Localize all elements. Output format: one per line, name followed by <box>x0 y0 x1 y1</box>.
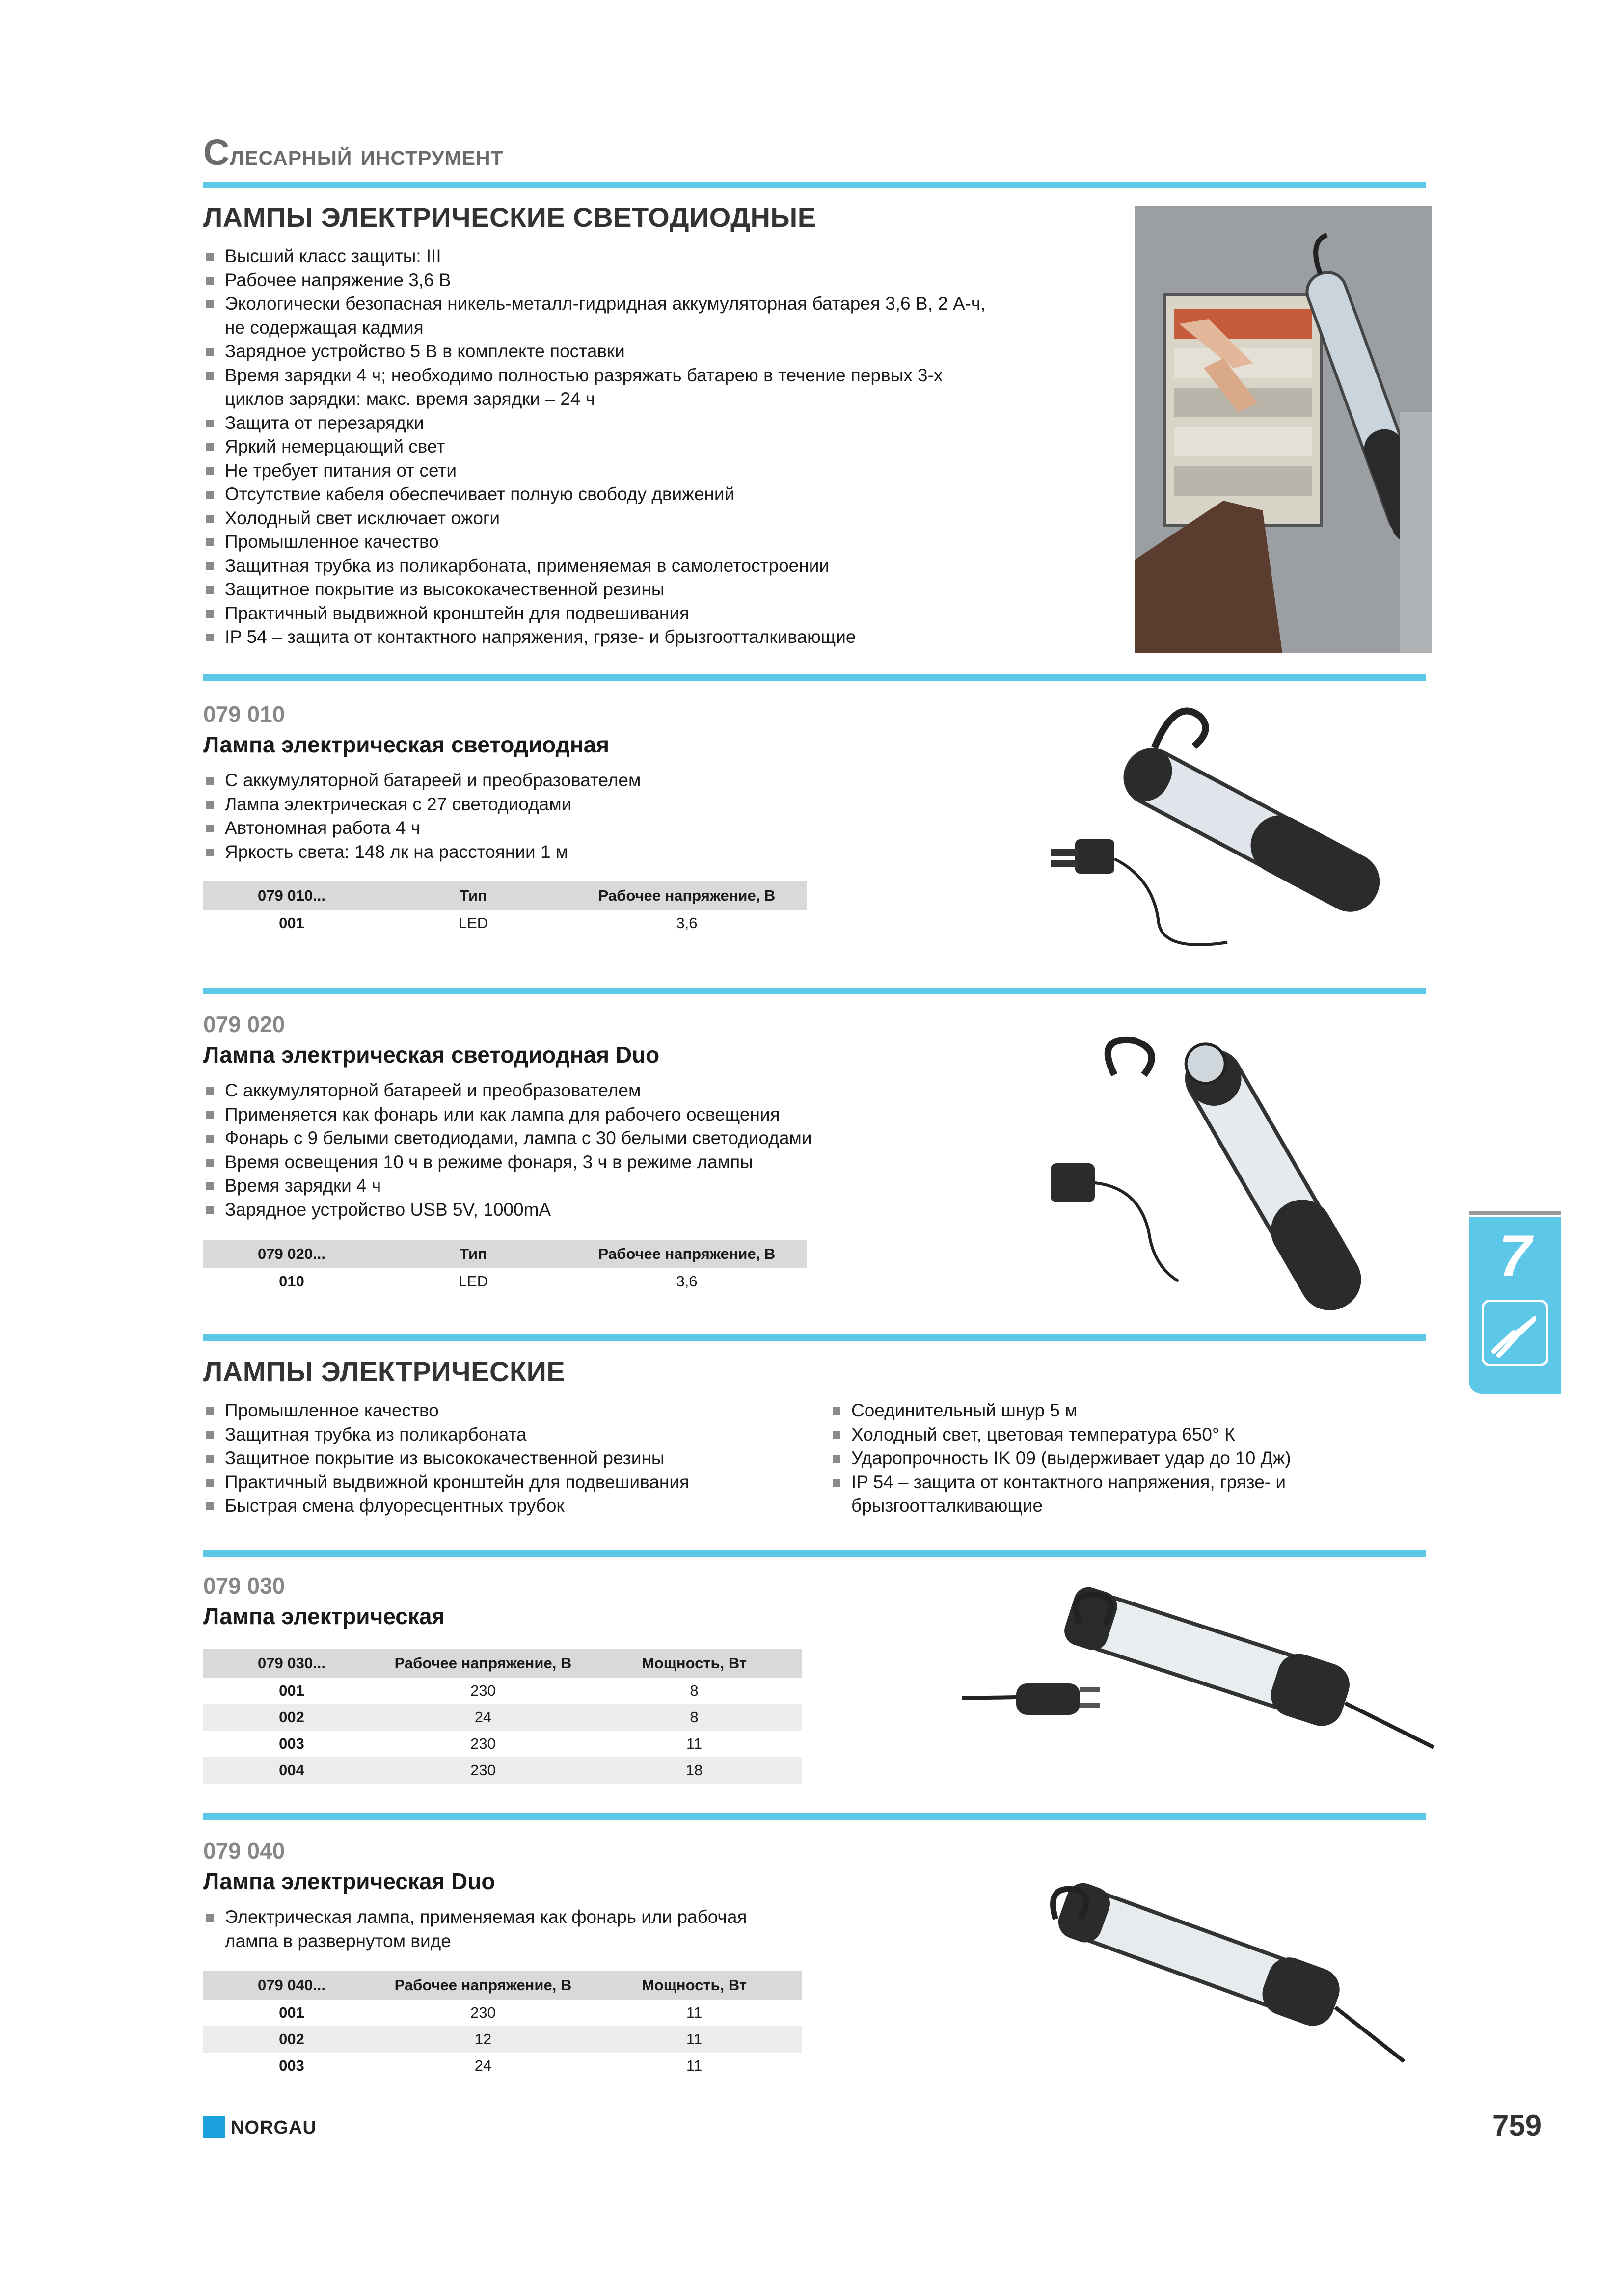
table-header: Мощность, Вт <box>586 1971 802 2000</box>
table-header: 079 040... <box>203 1971 380 2000</box>
table-header: Рабочее напряжение, В <box>567 1240 807 1268</box>
table-cell: 010 <box>279 1273 304 1290</box>
bullet-item: Автономная работа 4 ч <box>203 816 989 840</box>
divider <box>203 988 1426 994</box>
led-lamp-image <box>1041 702 1424 967</box>
workshop-photo <box>1135 206 1432 653</box>
bullet-item: Яркость света: 148 лк на расстоянии 1 м <box>203 840 989 864</box>
side-tab-bar <box>1469 1211 1561 1215</box>
bullet-item: Электрическая лампа, применяемая как фонарь или рабочая <box>203 1905 841 1929</box>
table-header: Рабочее напряжение, В <box>567 881 807 910</box>
bullet-item: Зарядное устройство USB 5V, 1000mA <box>203 1198 989 1222</box>
bullet-item: Защитная трубка из поликарбоната, применяемая в самолетостроении <box>203 554 1087 578</box>
chapter-tab[interactable] <box>1469 1217 1561 1394</box>
bullet-item: Время зарядки 4 ч; необходимо полностью разряжать батарею в течение первых 3-х <box>203 364 1087 388</box>
table-header: Рабочее напряжение, В <box>380 1649 586 1678</box>
table-header: 079 030... <box>203 1649 380 1678</box>
bullet-item: Быстрая смена флуоресцентных трубок <box>203 1494 822 1518</box>
bullet-item: циклов зарядки: макс. время зарядки – 24 ч <box>225 389 595 409</box>
page-title: Слесарный инструмент <box>203 132 504 173</box>
bullet-item: IP 54 – защита от контактного напряжения, грязе- и <box>830 1470 1419 1495</box>
table-cell: 230 <box>470 1682 496 1699</box>
spec-table <box>203 1971 802 2079</box>
bullet-item: не содержащая кадмия <box>225 317 424 338</box>
table-cell: 3,6 <box>676 914 698 932</box>
table-row <box>203 1704 802 1731</box>
bullet-item: Не требует питания от сети <box>203 459 1087 483</box>
bullet-item: Защитная трубка из поликарбоната <box>203 1423 822 1447</box>
table-cell: 003 <box>279 2057 304 2074</box>
bullet-item: Рабочее напряжение 3,6 В <box>203 268 1087 293</box>
divider <box>203 1550 1426 1557</box>
table-cell: 3,6 <box>676 1273 698 1290</box>
product-code: 079 020 <box>203 1012 285 1037</box>
product-title: Лампа электрическая <box>203 1603 445 1629</box>
feature-list-right <box>830 1399 1419 1518</box>
table-cell: 001 <box>279 914 304 932</box>
bullet-item: Фонарь с 9 белыми светодиодами, лампа с 30 белыми светодиодами <box>203 1126 989 1150</box>
bullet-item: Практичный выдвижной кронштейн для подвешивания <box>203 602 1087 626</box>
bullet-item: С аккумуляторной батареей и преобразователем <box>203 769 989 793</box>
bullet-item: Холодный свет исключает ожоги <box>203 507 1087 531</box>
fluorescent-lamp-duo-image <box>1001 1875 1434 2071</box>
bullet-item: Отсутствие кабеля обеспечивает полную свободу движений <box>203 482 1087 507</box>
product-code: 079 010 <box>203 701 285 727</box>
table-row <box>203 1731 802 1757</box>
bullet-item: Время освещения 10 ч в режиме фонаря, 3 ч в режиме лампы <box>203 1150 989 1175</box>
brand-logo-square <box>203 2116 225 2138</box>
divider <box>203 1334 1426 1341</box>
page-title-rest: лесарный инструмент <box>230 139 504 171</box>
table-cell: 003 <box>279 1735 304 1752</box>
bullet-item: Соединительный шнур 5 м <box>830 1399 1419 1423</box>
spec-table <box>203 1240 807 1295</box>
table-cell: 12 <box>380 2026 586 2053</box>
table-cell: 11 <box>686 2057 703 2074</box>
bullet-item: Защита от перезарядки <box>203 411 1087 435</box>
table-header: Тип <box>380 1240 567 1268</box>
table-cell: 11 <box>686 1735 703 1752</box>
table-row <box>203 2000 802 2026</box>
table-cell: 24 <box>380 1704 586 1731</box>
bullet-item: С аккумуляторной батареей и преобразователем <box>203 1079 989 1103</box>
table-cell: 24 <box>474 2057 492 2074</box>
bullet-item: IP 54 – защита от контактного напряжения, грязе- и брызгоотталкивающие <box>203 625 1087 649</box>
table-cell: 002 <box>203 1704 380 1731</box>
bullet-item: Яркий немерцающий свет <box>203 435 1087 459</box>
bullet-item: Холодный свет, цветовая температура 650° К <box>830 1423 1419 1447</box>
product-features <box>203 769 989 864</box>
spec-table <box>203 1649 802 1784</box>
table-cell: 11 <box>686 2004 703 2021</box>
section-title: ЛАМПЫ ЭЛЕКТРИЧЕСКИЕ <box>203 1356 566 1387</box>
product-code: 079 040 <box>203 1838 285 1864</box>
table-cell: 002 <box>203 2026 380 2053</box>
bullet-item: Промышленное качество <box>203 530 1087 554</box>
product-features <box>203 1079 989 1222</box>
bullet-item: Зарядное устройство 5 В в комплекте поставки <box>203 340 1087 364</box>
bullet-item: Защитное покрытие из высококачественной резины <box>203 578 1087 602</box>
table-cell: 11 <box>586 2026 802 2053</box>
bullet-item: Ударопрочность IK 09 (выдерживает удар до 10 Дж) <box>830 1446 1419 1470</box>
brand-name: NORGAU <box>231 2117 317 2138</box>
table-header: 079 020... <box>203 1240 380 1268</box>
led-lamp-duo-image <box>1041 1016 1424 1320</box>
table-cell: 8 <box>586 1704 802 1731</box>
table-cell: LED <box>458 914 488 932</box>
bullet-item: лампа в развернутом виде <box>225 1930 451 1951</box>
bullet-item: Высший класс защиты: III <box>203 244 1087 268</box>
table-header: Тип <box>380 881 567 910</box>
table-cell: 8 <box>690 1682 699 1699</box>
table-row <box>203 910 807 936</box>
divider <box>203 674 1426 681</box>
table-row <box>203 2026 802 2053</box>
bullet-item: Лампа электрическая с 27 светодиодами <box>203 793 989 817</box>
feature-list-left <box>203 1399 822 1518</box>
divider <box>203 182 1426 188</box>
product-title: Лампа электрическая светодиодная <box>203 732 610 757</box>
table-cell: 001 <box>279 1682 304 1699</box>
product-title: Лампа электрическая светодиодная Duo <box>203 1042 660 1068</box>
bullet-item: Экологически безопасная никель-металл-гидридная аккумуляторная батарея 3,6 В, 2 А-ч, <box>203 292 1087 316</box>
section-title: ЛАМПЫ ЭЛЕКТРИЧЕСКИЕ СВЕТОДИОДНЫЕ <box>203 202 816 233</box>
bullet-item: Время зарядки 4 ч <box>203 1174 989 1198</box>
feature-list <box>203 244 1087 649</box>
divider <box>203 1813 1426 1820</box>
bullet-item: брызгоотталкивающие <box>851 1495 1043 1516</box>
pliers-icon <box>1482 1300 1548 1366</box>
table-cell: 18 <box>586 1757 802 1784</box>
table-header: Мощность, Вт <box>586 1649 802 1678</box>
chapter-number: 7 <box>1498 1223 1532 1289</box>
spec-table <box>203 881 807 936</box>
bullet-item: Практичный выдвижной кронштейн для подвешивания <box>203 1470 822 1495</box>
bullet-item: Промышленное качество <box>203 1399 822 1423</box>
table-header: 079 010... <box>203 881 380 910</box>
table-cell: 004 <box>203 1757 380 1784</box>
bullet-item: Применяется как фонарь или как лампа для рабочего освещения <box>203 1103 989 1127</box>
table-row <box>203 1268 807 1295</box>
table-row <box>203 2053 802 2079</box>
table-row <box>203 1757 802 1784</box>
product-title: Лампа электрическая Duo <box>203 1869 495 1894</box>
table-cell: 001 <box>279 2004 304 2021</box>
table-cell: 230 <box>380 1757 586 1784</box>
table-cell: 230 <box>470 1735 496 1752</box>
table-row <box>203 1678 802 1704</box>
fluorescent-lamp-image <box>962 1585 1443 1772</box>
bullet-item: Защитное покрытие из высококачественной резины <box>203 1446 822 1470</box>
page-number: 759 <box>1492 2109 1542 2142</box>
table-cell: 230 <box>470 2004 496 2021</box>
table-header: Рабочее напряжение, В <box>380 1971 586 2000</box>
product-code: 079 030 <box>203 1573 285 1599</box>
product-features <box>203 1905 841 1953</box>
table-cell: LED <box>458 1273 488 1290</box>
